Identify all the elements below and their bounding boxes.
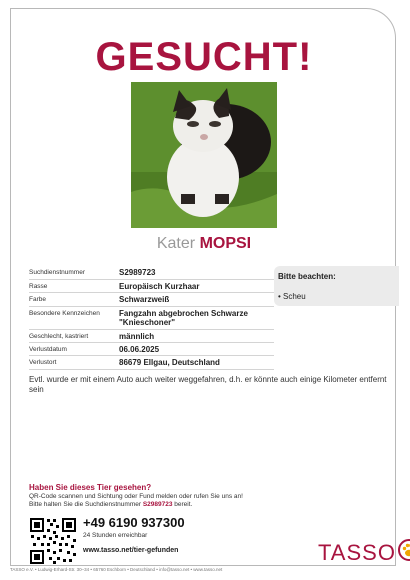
website-link[interactable]: www.tasso.net/tier-gefunden: [83, 547, 179, 554]
fact-label: Verlustort: [29, 359, 57, 366]
seen-line-2: [29, 501, 329, 509]
poster-title: GESUCHT!: [95, 35, 313, 79]
seen-line-1: QR-Code scannen und Sichtung oder Fund melden oder rufen Sie uns an!: [29, 493, 243, 500]
paw-icon: [398, 539, 410, 567]
fact-label: Suchdienstnummer: [29, 269, 85, 276]
fact-row-breed: [29, 280, 274, 293]
fact-row-sex: [29, 330, 274, 343]
fact-label: Besondere Kennzeichen: [29, 310, 100, 317]
fact-row-number: [29, 266, 274, 280]
poster-frame: [10, 8, 396, 566]
seen-instructions: [29, 493, 329, 509]
fact-value: 86679 Ellgau, Deutschland: [119, 358, 220, 367]
fact-value: S2989723: [119, 268, 156, 277]
footer-address: TASSO e.V. • Ludwig-Erhard-Str. 30–34 • 65760 Eschborn • Deutschland • info@tasso.net • www.tasso.net: [10, 567, 223, 572]
fact-label: Farbe: [29, 296, 46, 303]
notice-box: [274, 266, 399, 306]
description-text: Evtl. wurde er mit einem Auto auch weiter weggefahren, d.h. er könnte auch einige Kilometer entfernt sein: [29, 375, 387, 394]
logo-text: TASSO: [318, 540, 396, 565]
seen-line-2-number: S2989723: [142, 501, 173, 508]
fact-label: Verlustdatum: [29, 346, 67, 353]
qr-code[interactable]: [29, 517, 77, 565]
notice-item: • Scheu: [278, 292, 306, 301]
fact-value: Fangzahn abgebrochen Schwarze "Knieschoner": [119, 309, 248, 327]
facts-table: [29, 266, 274, 370]
fact-value: Schwarzweiß: [119, 295, 170, 304]
fact-value: Europäisch Kurzhaar: [119, 282, 200, 291]
hotline-hours: 24 Stunden erreichbar: [83, 532, 148, 539]
cat-photo: [131, 82, 277, 228]
fact-label: Rasse: [29, 283, 48, 290]
pet-name: MOPSI: [199, 235, 252, 252]
fact-row-marks: [29, 307, 274, 330]
fact-row-color: [29, 293, 274, 307]
fact-row-location: [29, 356, 274, 370]
seen-heading: Haben Sie dieses Tier gesehen?: [29, 483, 152, 492]
hotline-phone[interactable]: +49 6190 937300: [83, 515, 185, 530]
pet-name-line: [11, 235, 397, 253]
fact-label: Geschlecht, kastriert: [29, 333, 89, 340]
fact-row-date: [29, 343, 274, 356]
notice-title: Bitte beachten:: [278, 272, 336, 281]
seen-line-2-suffix: bereit.: [174, 501, 193, 508]
fact-value: männlich: [119, 332, 155, 341]
fact-value: 06.06.2025: [119, 345, 160, 354]
seen-line-2-prefix: Bitte halten Sie die Suchdienstnummer: [29, 501, 142, 508]
tasso-logo: [318, 540, 410, 566]
pet-type: Kater: [156, 235, 196, 252]
